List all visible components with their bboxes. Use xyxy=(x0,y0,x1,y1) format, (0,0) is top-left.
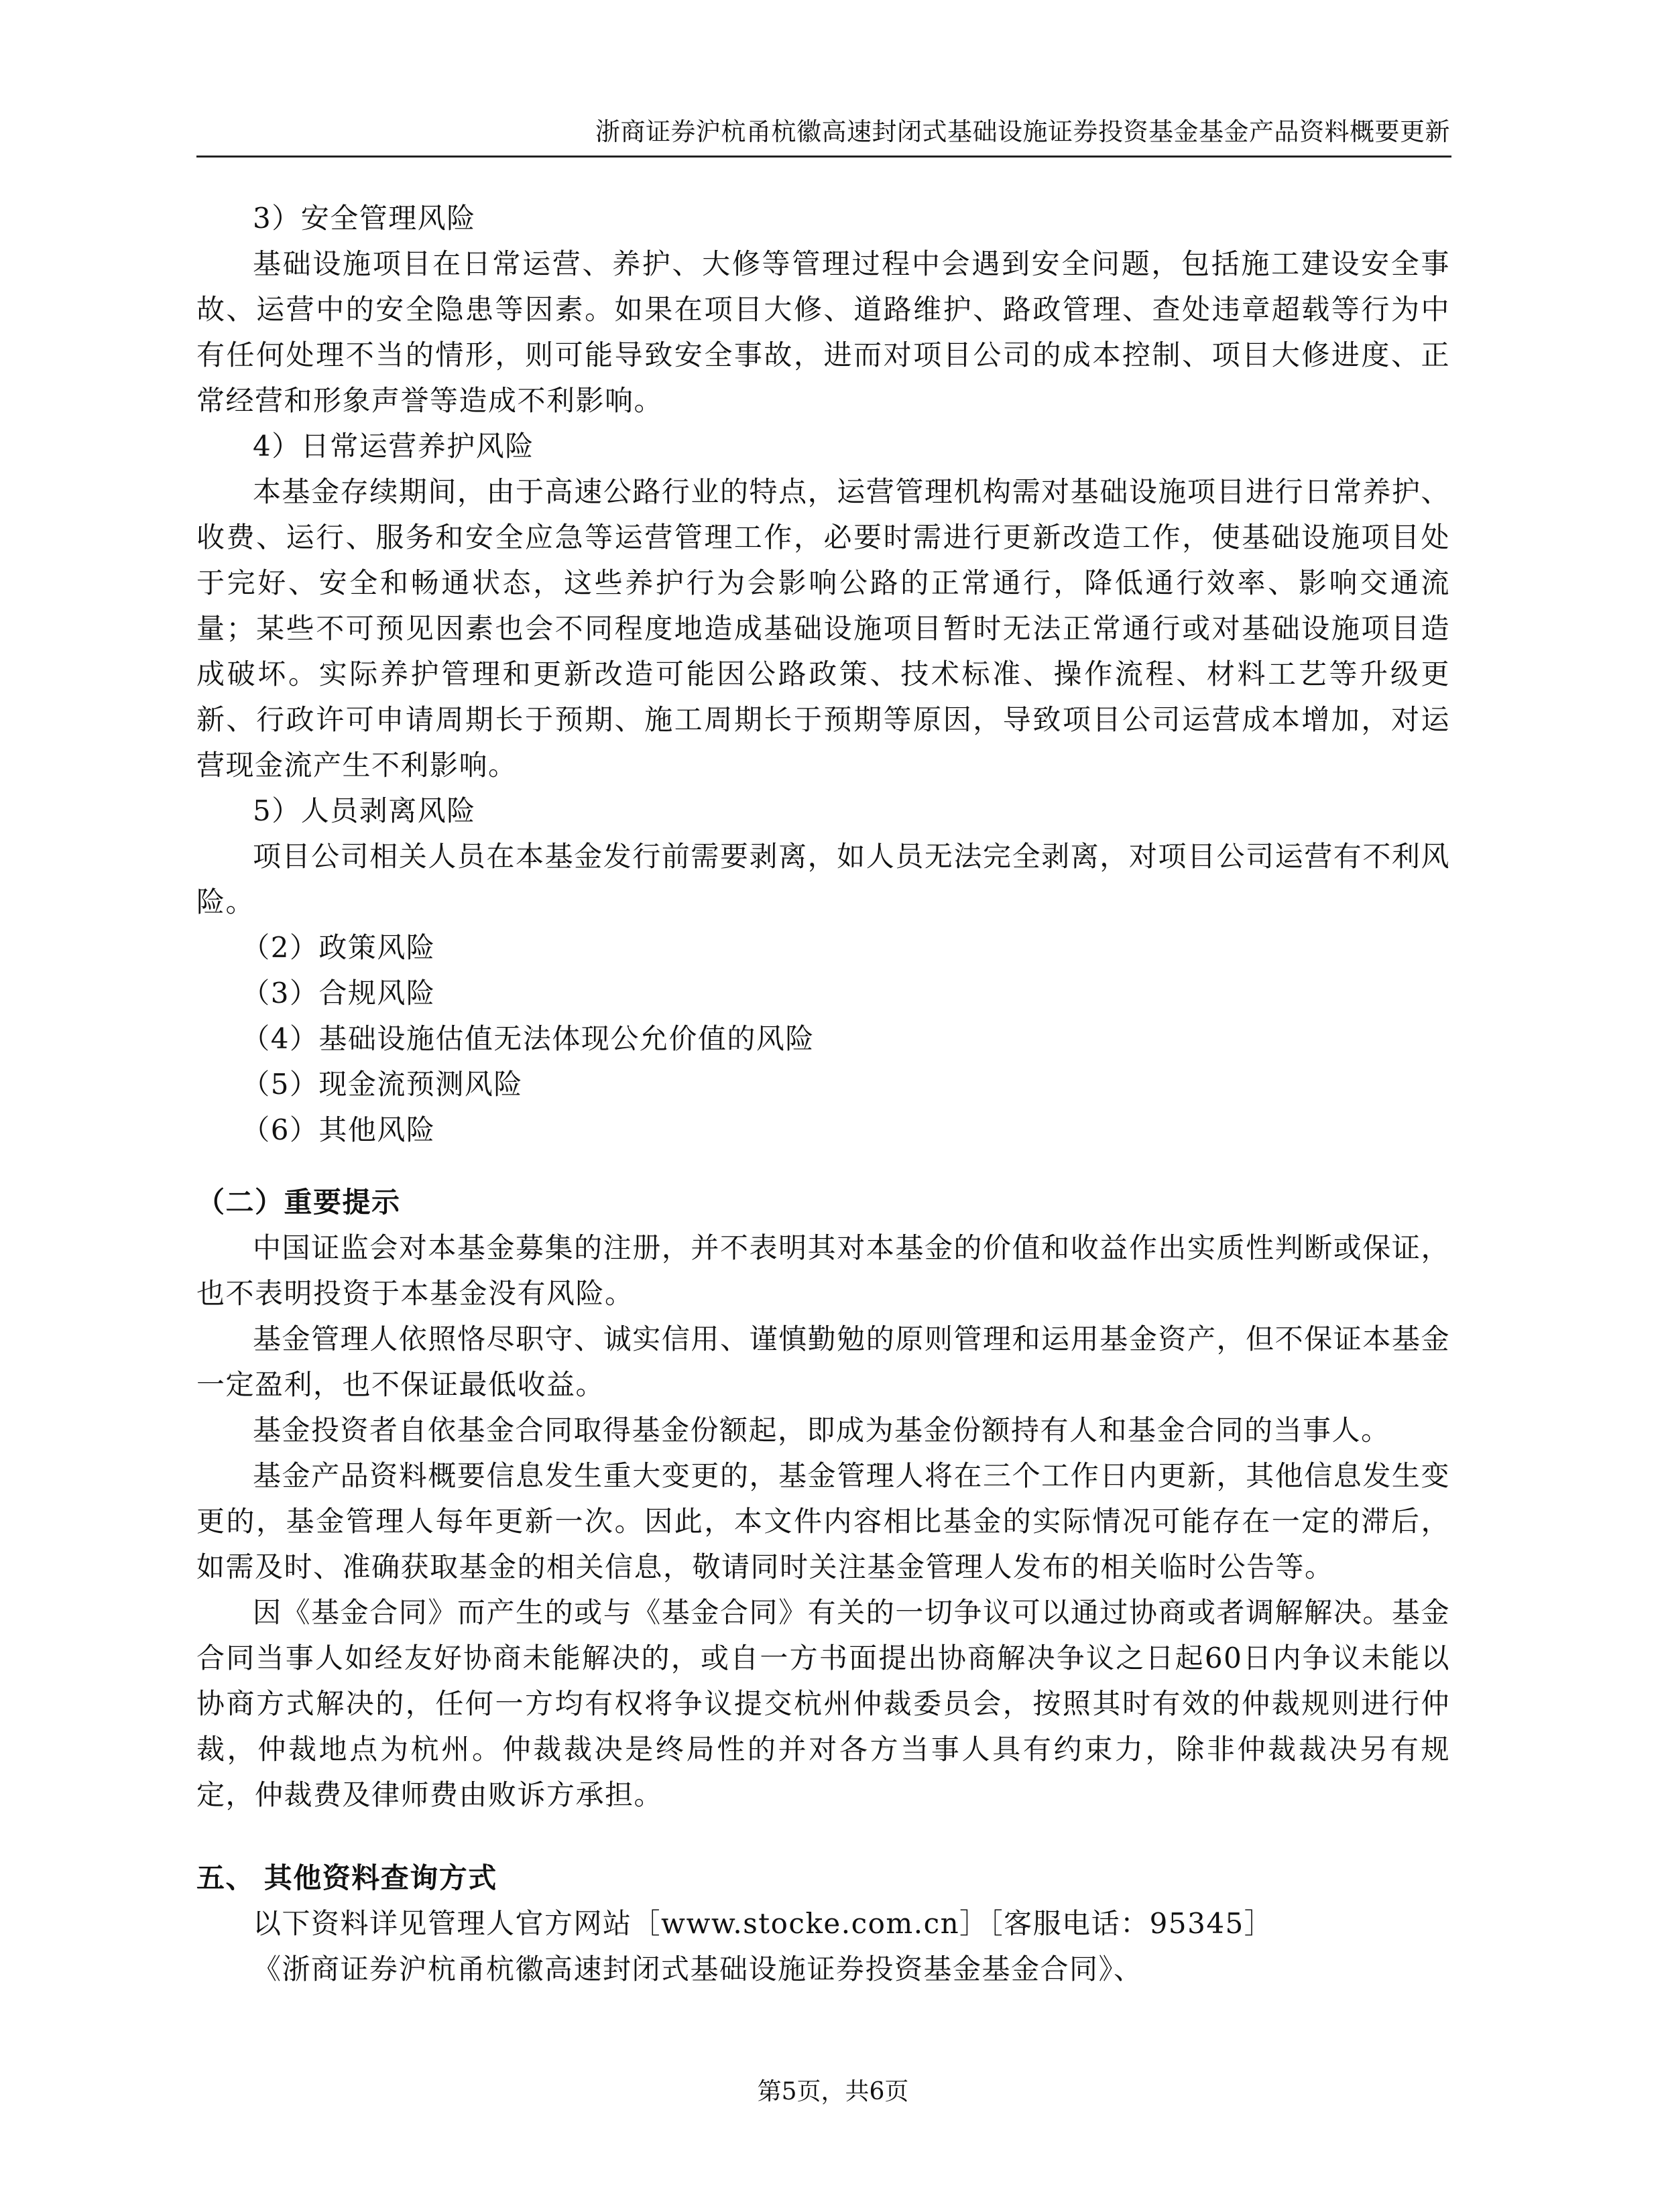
risk-personnel-body: 项目公司相关人员在本基金发行前需要剥离，如人员无法完全剥离，对项目公司运营有不利风险。 xyxy=(196,840,1450,918)
risk-category-compliance: （3）合规风险 xyxy=(241,977,436,1009)
notice-paragraph: 因《基金合同》而产生的或与《基金合同》有关的一切争议可以通过协商或者调解解决。基金合同当事人如经友好协商未能解决的，或自一方书面提出协商解决争议之日起60日内争议未能以协商方式解决的，任何一方均有权将争议提交杭州仲裁委员会，按照其时有效的仲裁规则进行仲裁，仲裁地点为杭州。仲裁裁决是终局性的并对各方当事人具有约束力，除非仲裁裁决另有规定，仲裁费及律师费由败诉方承担。 xyxy=(196,1596,1450,1811)
running-header: 浙商证券沪杭甬杭徽高速封闭式基础设施证券投资基金基金产品资料概要更新 xyxy=(595,117,1450,146)
risk-category-other: （6）其他风险 xyxy=(241,1113,436,1146)
risk-personnel-title: 5）人员剥离风险 xyxy=(253,794,476,827)
notice-heading: （二）重要提示 xyxy=(196,1186,401,1219)
notice-paragraph: 基金管理人依照恪尽职守、诚实信用、谨慎勤勉的原则管理和运用基金资产，但不保证本基金一定盈利，也不保证最低收益。 xyxy=(196,1323,1450,1401)
page-number: 第5页，共6页 xyxy=(757,2078,909,2105)
other-info-line: 《浙商证券沪杭甬杭徽高速封闭式基础设施证券投资基金基金合同》、 xyxy=(253,1953,1143,1985)
risk-safety-body: 基础设施项目在日常运营、养护、大修等管理过程中会遇到安全问题，包括施工建设安全事故、运营中的安全隐患等因素。如果在项目大修、道路维护、路政管理、查处违章超载等行为中有任何处理不当的情形，则可能导致安全事故，进而对项目公司的成本控制、项目大修进度、正常经营和形象声誉等造成不利影响。 xyxy=(196,247,1450,417)
chapter-number: 五、 xyxy=(196,1861,255,1894)
risk-maintenance-body: 本基金存续期间，由于高速公路行业的特点，运营管理机构需对基础设施项目进行日常养护、收费、运行、服务和安全应急等运营管理工作，必要时需进行更新改造工作，使基础设施项目处于完好、安全和畅通状态，这些养护行为会影响公路的正常通行，降低通行效率、影响交通流量；某些不可预见因素也会不同程度地造成基础设施项目暂时无法正常通行或对基础设施项目造成破坏。实际养护管理和更新改造可能因公路政策、技术标准、操作流程、材料工艺等升级更新、行政许可申请周期长于预期、施工周期长于预期等原因，导致项目公司运营成本增加，对运营现金流产生不利影响。 xyxy=(196,475,1450,782)
risk-category-policy: （2）政策风险 xyxy=(241,931,436,964)
chapter-heading xyxy=(196,1855,1450,1901)
risk-category-valuation: （4）基础设施估值无法体现公允价值的风险 xyxy=(241,1022,815,1055)
page-body xyxy=(196,196,1450,1992)
risk-category-cashflow: （5）现金流预测风险 xyxy=(241,1068,523,1101)
notice-paragraph: 基金产品资料概要信息发生重大变更的，基金管理人将在三个工作日内更新，其他信息发生变更的，基金管理人每年更新一次。因此，本文件内容相比基金的实际情况可能存在一定的滞后，如需及时、准确获取基金的相关信息，敬请同时关注基金管理人发布的相关临时公告等。 xyxy=(196,1459,1450,1583)
risk-safety-title: 3）安全管理风险 xyxy=(253,202,476,235)
notice-paragraph: 基金投资者自依基金合同取得基金份额起，即成为基金份额持有人和基金合同的当事人。 xyxy=(253,1414,1390,1447)
other-info-line: 以下资料详见管理人官方网站［www.stocke.com.cn］［客服电话：95345］ xyxy=(253,1907,1274,1940)
risk-maintenance-title: 4）日常运营养护风险 xyxy=(253,430,534,463)
header-divider xyxy=(196,156,1451,158)
notice-paragraph: 中国证监会对本基金募集的注册，并不表明其对本基金的价值和收益作出实质性判断或保证，也不表明投资于本基金没有风险。 xyxy=(196,1231,1450,1310)
chapter-title: 其他资料查询方式 xyxy=(263,1861,497,1894)
